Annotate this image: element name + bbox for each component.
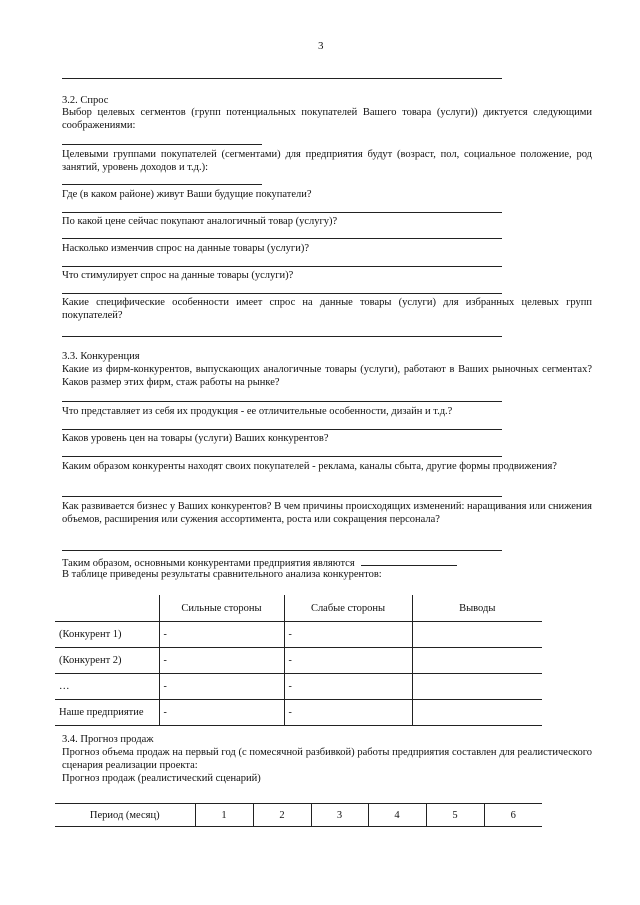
answer-line — [62, 212, 502, 213]
demand-question-specifics: Какие специфические особенности имеет спрос на данные товары (услуги) для избранных целевых групп покупателей? — [62, 297, 592, 321]
table-header-weaknesses: Слабые стороны — [284, 595, 412, 622]
answer-line — [62, 184, 262, 185]
weaknesses-cell: - — [284, 622, 412, 648]
demand-question-location: Где (в каком районе) живут Ваши будущие покупатели? — [62, 189, 312, 200]
demand-question-segments: Целевыми группами покупателей (сегментами) для предприятия будут (возраст, пол, социальное положение, род занятий, уровень доходов и т.д.): — [62, 149, 592, 173]
strengths-cell: - — [159, 674, 284, 700]
row-label: (Конкурент 2) — [55, 648, 159, 674]
demand-question-variability: Насколько изменчив спрос на данные товары (услуги)? — [62, 243, 309, 254]
answer-line — [62, 238, 502, 239]
period-label: Период (месяц) — [55, 804, 195, 827]
conclusions-cell — [412, 648, 542, 674]
table-row — [55, 648, 542, 674]
answer-line — [62, 496, 502, 497]
competition-table-intro: В таблице приведены результаты сравнительного анализа конкурентов: — [62, 569, 382, 580]
row-label: (Конкурент 1) — [55, 622, 159, 648]
row-label: … — [55, 674, 159, 700]
table-row — [55, 700, 542, 726]
conclusions-cell — [412, 674, 542, 700]
month-cell: 2 — [253, 804, 311, 827]
table-row — [55, 622, 542, 648]
table-header-empty — [55, 595, 159, 622]
table-header-strengths: Сильные стороны — [159, 595, 284, 622]
table-header-conclusions: Выводы — [412, 595, 542, 622]
competition-question-promotion: Каким образом конкуренты находят своих покупателей - реклама, каналы сбыта, другие формы продвижения? — [62, 461, 557, 472]
section-heading-demand: 3.2. Спрос — [62, 95, 109, 106]
month-cell: 3 — [311, 804, 368, 827]
section-heading-forecast: 3.4. Прогноз продаж — [62, 734, 154, 745]
month-cell: 5 — [426, 804, 484, 827]
demand-question-stimulus: Что стимулирует спрос на данные товары (услуги)? — [62, 270, 294, 281]
answer-line — [62, 401, 502, 402]
strengths-cell: - — [159, 700, 284, 726]
section-heading-competition: 3.3. Конкуренция — [62, 351, 140, 362]
row-label: Наше предприятие — [55, 700, 159, 726]
answer-line — [62, 336, 502, 337]
competition-question-prices: Каков уровень цен на товары (услуги) Ваших конкурентов? — [62, 433, 329, 444]
forecast-text: Прогноз объема продаж на первый год (с помесячной разбивкой) работы предприятия составлен для реалистического сценария реализации проекта: — [62, 747, 592, 771]
forecast-subheading: Прогноз продаж (реалистический сценарий) — [62, 773, 261, 784]
divider — [62, 78, 502, 79]
month-cell: 4 — [368, 804, 426, 827]
competition-question-dynamics: Как развивается бизнес у Ваших конкурентов? В чем причины происходящих изменений: наращивания или снижения объемов, расширения или сужения ассортимента, роста или сокращения персонала? — [62, 501, 592, 525]
strengths-cell: - — [159, 622, 284, 648]
answer-line — [62, 293, 502, 294]
answer-line — [62, 550, 502, 551]
competitor-analysis-table — [55, 595, 542, 726]
demand-question-price: По какой цене сейчас покупают аналогичный товар (услугу)? — [62, 216, 338, 227]
answer-line — [62, 429, 502, 430]
table-row — [55, 674, 542, 700]
competition-conclusion-text: Таким образом, основными конкурентами предприятия являются — [62, 558, 355, 569]
conclusions-cell — [412, 700, 542, 726]
competition-question-products: Что представляет из себя их продукция - ее отличительные особенности, дизайн и т.д.? — [62, 406, 453, 417]
month-cell: 6 — [484, 804, 542, 827]
answer-line — [62, 144, 262, 145]
answer-line — [62, 456, 502, 457]
fill-blank — [361, 556, 457, 566]
sales-forecast-table — [55, 803, 542, 827]
strengths-cell: - — [159, 648, 284, 674]
month-cell: 1 — [195, 804, 253, 827]
weaknesses-cell: - — [284, 648, 412, 674]
page-number: 3 — [318, 40, 324, 52]
competition-question-firms: Какие из фирм-конкурентов, выпускающих аналогичные товары (услуги), работают в Ваших рыночных сегментах? Каков размер этих фирм, стаж работы на рынке? — [62, 364, 592, 388]
demand-intro: Выбор целевых сегментов (групп потенциальных покупателей Вашего товара (услуги)) диктуется следующими соображениями: — [62, 107, 592, 131]
weaknesses-cell: - — [284, 674, 412, 700]
weaknesses-cell: - — [284, 700, 412, 726]
conclusions-cell — [412, 622, 542, 648]
answer-line — [62, 266, 502, 267]
